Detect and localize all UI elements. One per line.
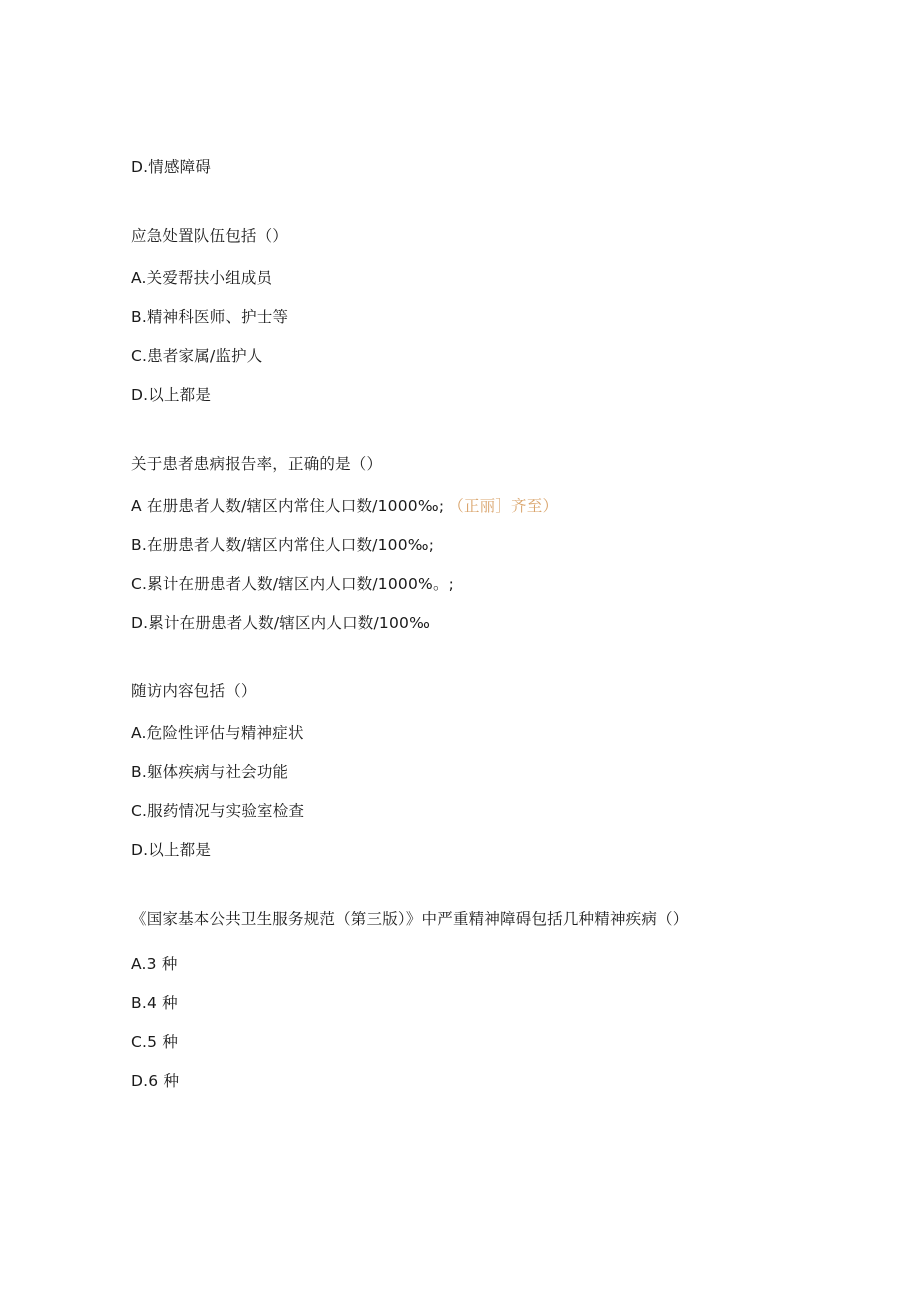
q4-option-d: D.6 种 <box>131 1072 180 1090</box>
q2-option-a-row <box>131 496 558 516</box>
q1-option-a: A.关爱帮扶小组成员 <box>131 269 273 287</box>
q3-option-b: B.躯体疾病与社会功能 <box>131 763 289 781</box>
q4-stem: 《国家基本公共卫生服务规范（第三版）》中严重精神障碍包括几种精神疾病（） <box>131 910 689 928</box>
q1-option-c: C.患者家属/监护人 <box>131 347 263 365</box>
q2-option-b: B.在册患者人数/辖区内常住人口数/100‰; <box>131 536 435 554</box>
q2-answer-note: （正丽］齐至） <box>448 497 559 515</box>
q2-stem: 关于患者患病报告率，正确的是（） <box>131 455 383 473</box>
q1-stem: 应急处置队伍包括（） <box>131 227 289 245</box>
q3-option-d: D.以上都是 <box>131 841 212 859</box>
q3-option-c: C.服药情况与实验室检查 <box>131 802 305 820</box>
q2-option-d: D.累计在册患者人数/辖区内人口数/100‰ <box>131 614 431 632</box>
q2-option-c: C.累计在册患者人数/辖区内人口数/1000%。; <box>131 575 455 593</box>
q2-option-a: A 在册患者人数/辖区内常住人口数/1000‰; <box>131 497 445 515</box>
q1-option-b: B.精神科医师、护士等 <box>131 308 289 326</box>
q4-option-a: A.3 种 <box>131 955 178 973</box>
q3-stem: 随访内容包括（） <box>131 682 257 700</box>
q4-option-b: B.4 种 <box>131 994 178 1012</box>
q4-option-c: C.5 种 <box>131 1033 179 1051</box>
q3-option-a: A.危险性评估与精神症状 <box>131 724 304 742</box>
q1-option-d: D.以上都是 <box>131 386 212 404</box>
q0-option-d: D.情感障碍 <box>131 158 212 176</box>
